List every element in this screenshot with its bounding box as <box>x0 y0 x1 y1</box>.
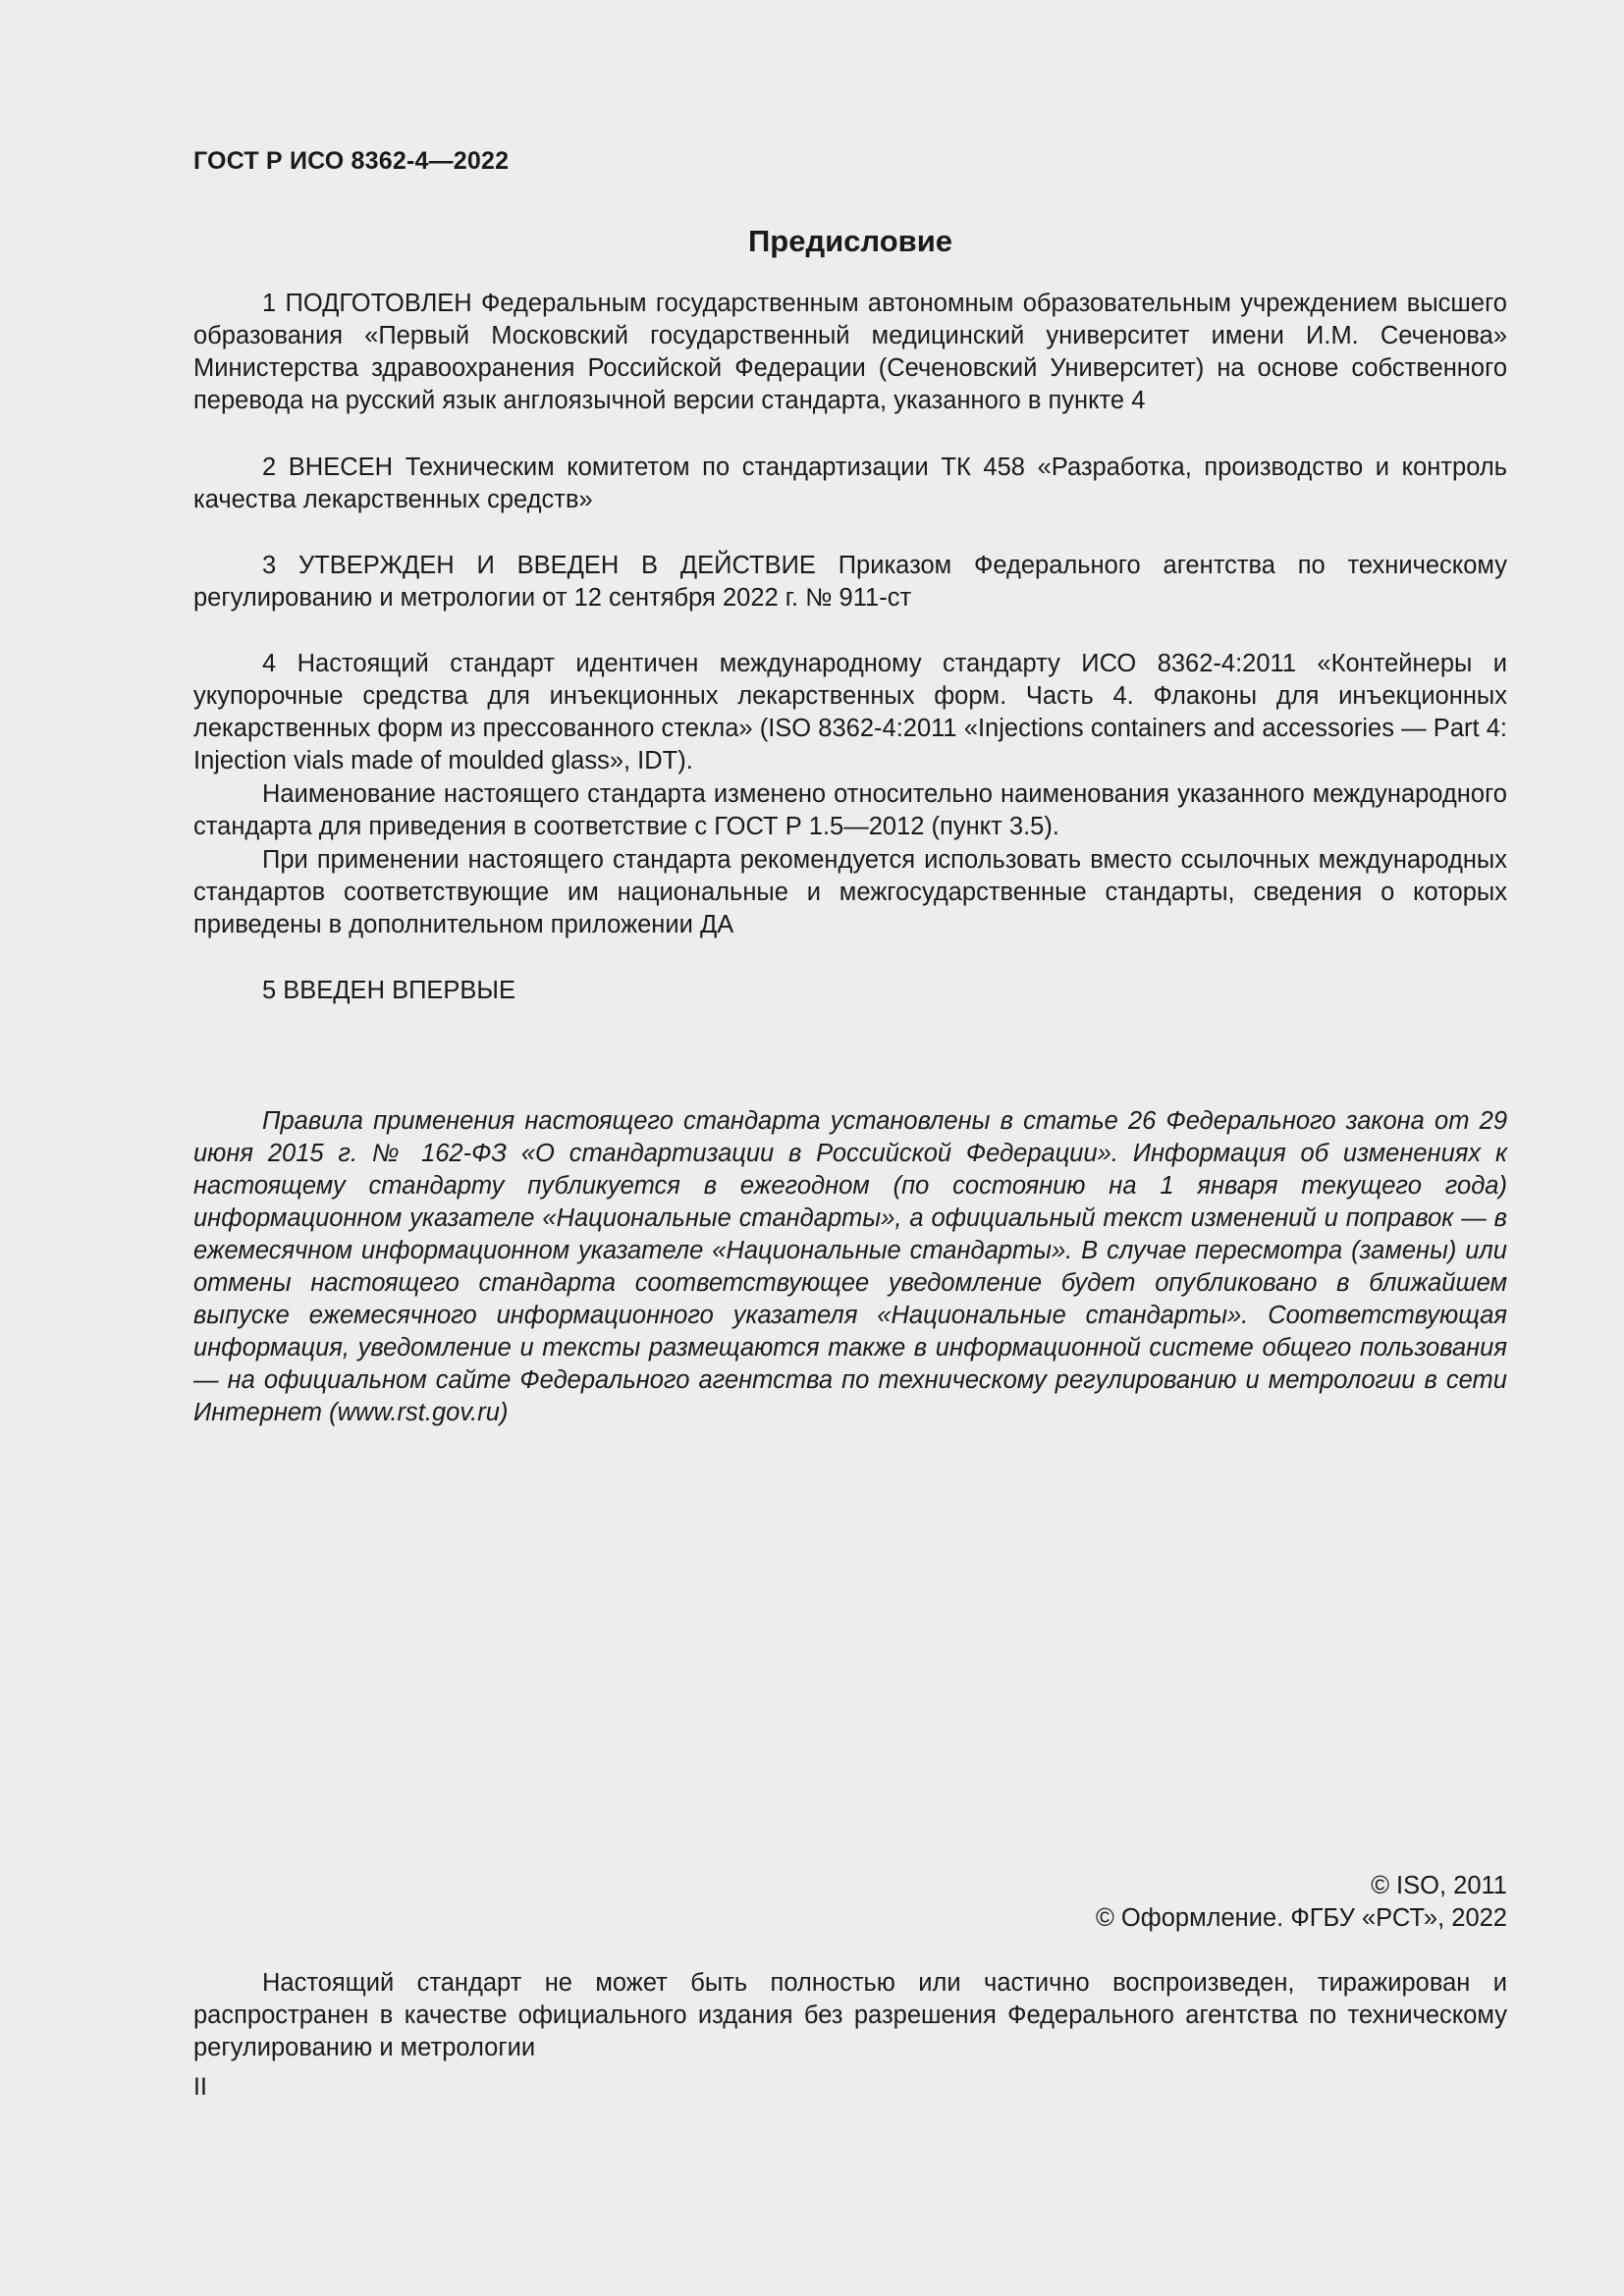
item-5-first-introduced: 5 ВВЕДЕН ВПЕРВЫЕ <box>262 977 516 1004</box>
page-title: Предисловие <box>747 224 952 258</box>
copyright-iso: © ISO, 2011 <box>1371 1872 1507 1899</box>
document-code: ГОСТ Р ИСО 8362-4—2022 <box>193 147 510 175</box>
reproduction-notice: Настоящий стандарт не может быть полностью или частично воспроизведен, тиражирован и распространен в качестве официального издания без разрешения Федерального агентства по техническому регулированию и метрологии <box>193 1969 1507 2061</box>
item-4-identical: 4 Настоящий стандарт идентичен международному стандарту ИСО 8362-4:2011 «Контейнеры и укупорочные средства для инъекционных лекарственных форм. Часть 4. Флаконы для инъекционных лекарственных форм из прессованного стекла» (ISO 8362-4:2011 «Injections containers and accessories — Part 4: Injection vials made of moulded glass», IDT). <box>193 650 1507 774</box>
copyright-design: © Оформление. ФГБУ «РСТ», 2022 <box>1096 1904 1507 1932</box>
item-4-name-change: Наименование настоящего стандарта изменено относительно наименования указанного международного стандарта для приведения в соответствие с ГОСТ Р 1.5—2012 (пункт 3.5). <box>193 780 1507 840</box>
item-1-prepared: 1 ПОДГОТОВЛЕН Федеральным государственным автономным образовательным учреждением высшего образования «Первый Московский государственный медицинский университет имени И.М. Сеченова» Министерства здравоохранения Российской Федерации (Сеченовский Университет) на основе собственного перевода на русский язык англоязычной версии стандарта, указанного в пункте 4 <box>193 290 1507 414</box>
item-3-approved: 3 УТВЕРЖДЕН И ВВЕДЕН В ДЕЙСТВИЕ Приказом Федерального агентства по техническому регулированию и метрологии от 12 сентября 2022 г. № 911-ст <box>193 552 1507 612</box>
item-4-references: При применении настоящего стандарта рекомендуется использовать вместо ссылочных международных стандартов соответствующие им национальные и межгосударственные стандарты, сведения о которых приведены в дополнительном приложении ДА <box>193 846 1507 938</box>
page-number: II <box>193 2073 207 2101</box>
item-2-submitted: 2 ВНЕСЕН Техническим комитетом по стандартизации ТК 458 «Разработка, производство и контроль качества лекарственных средств» <box>193 454 1507 513</box>
application-rules-notice: Правила применения настоящего стандарта установлены в статье 26 Федерального закона от 29 июня 2015 г. № 162-ФЗ «О стандартизации в Российской Федерации». Информация об изменениях к настоящему стандарту публикуется в ежегодном (по состоянию на 1 января текущего года) информационном указателе «Национальные стандарты», а официальный текст изменений и поправок — в ежемесячном информационном указателе «Национальные стандарты». В случае пересмотра (замены) или отмены настоящего стандарта соответствующее уведомление будет опубликовано в ближайшем выпуске ежемесячного информационного указателя «Национальные стандарты». Соответствующая информация, уведомление и тексты размещаются также в информационной системе общего пользования — на официальном сайте Федерального агентства по техническому регулированию и метрологии в сети Интернет (www.rst.gov.ru) <box>193 1107 1507 1426</box>
